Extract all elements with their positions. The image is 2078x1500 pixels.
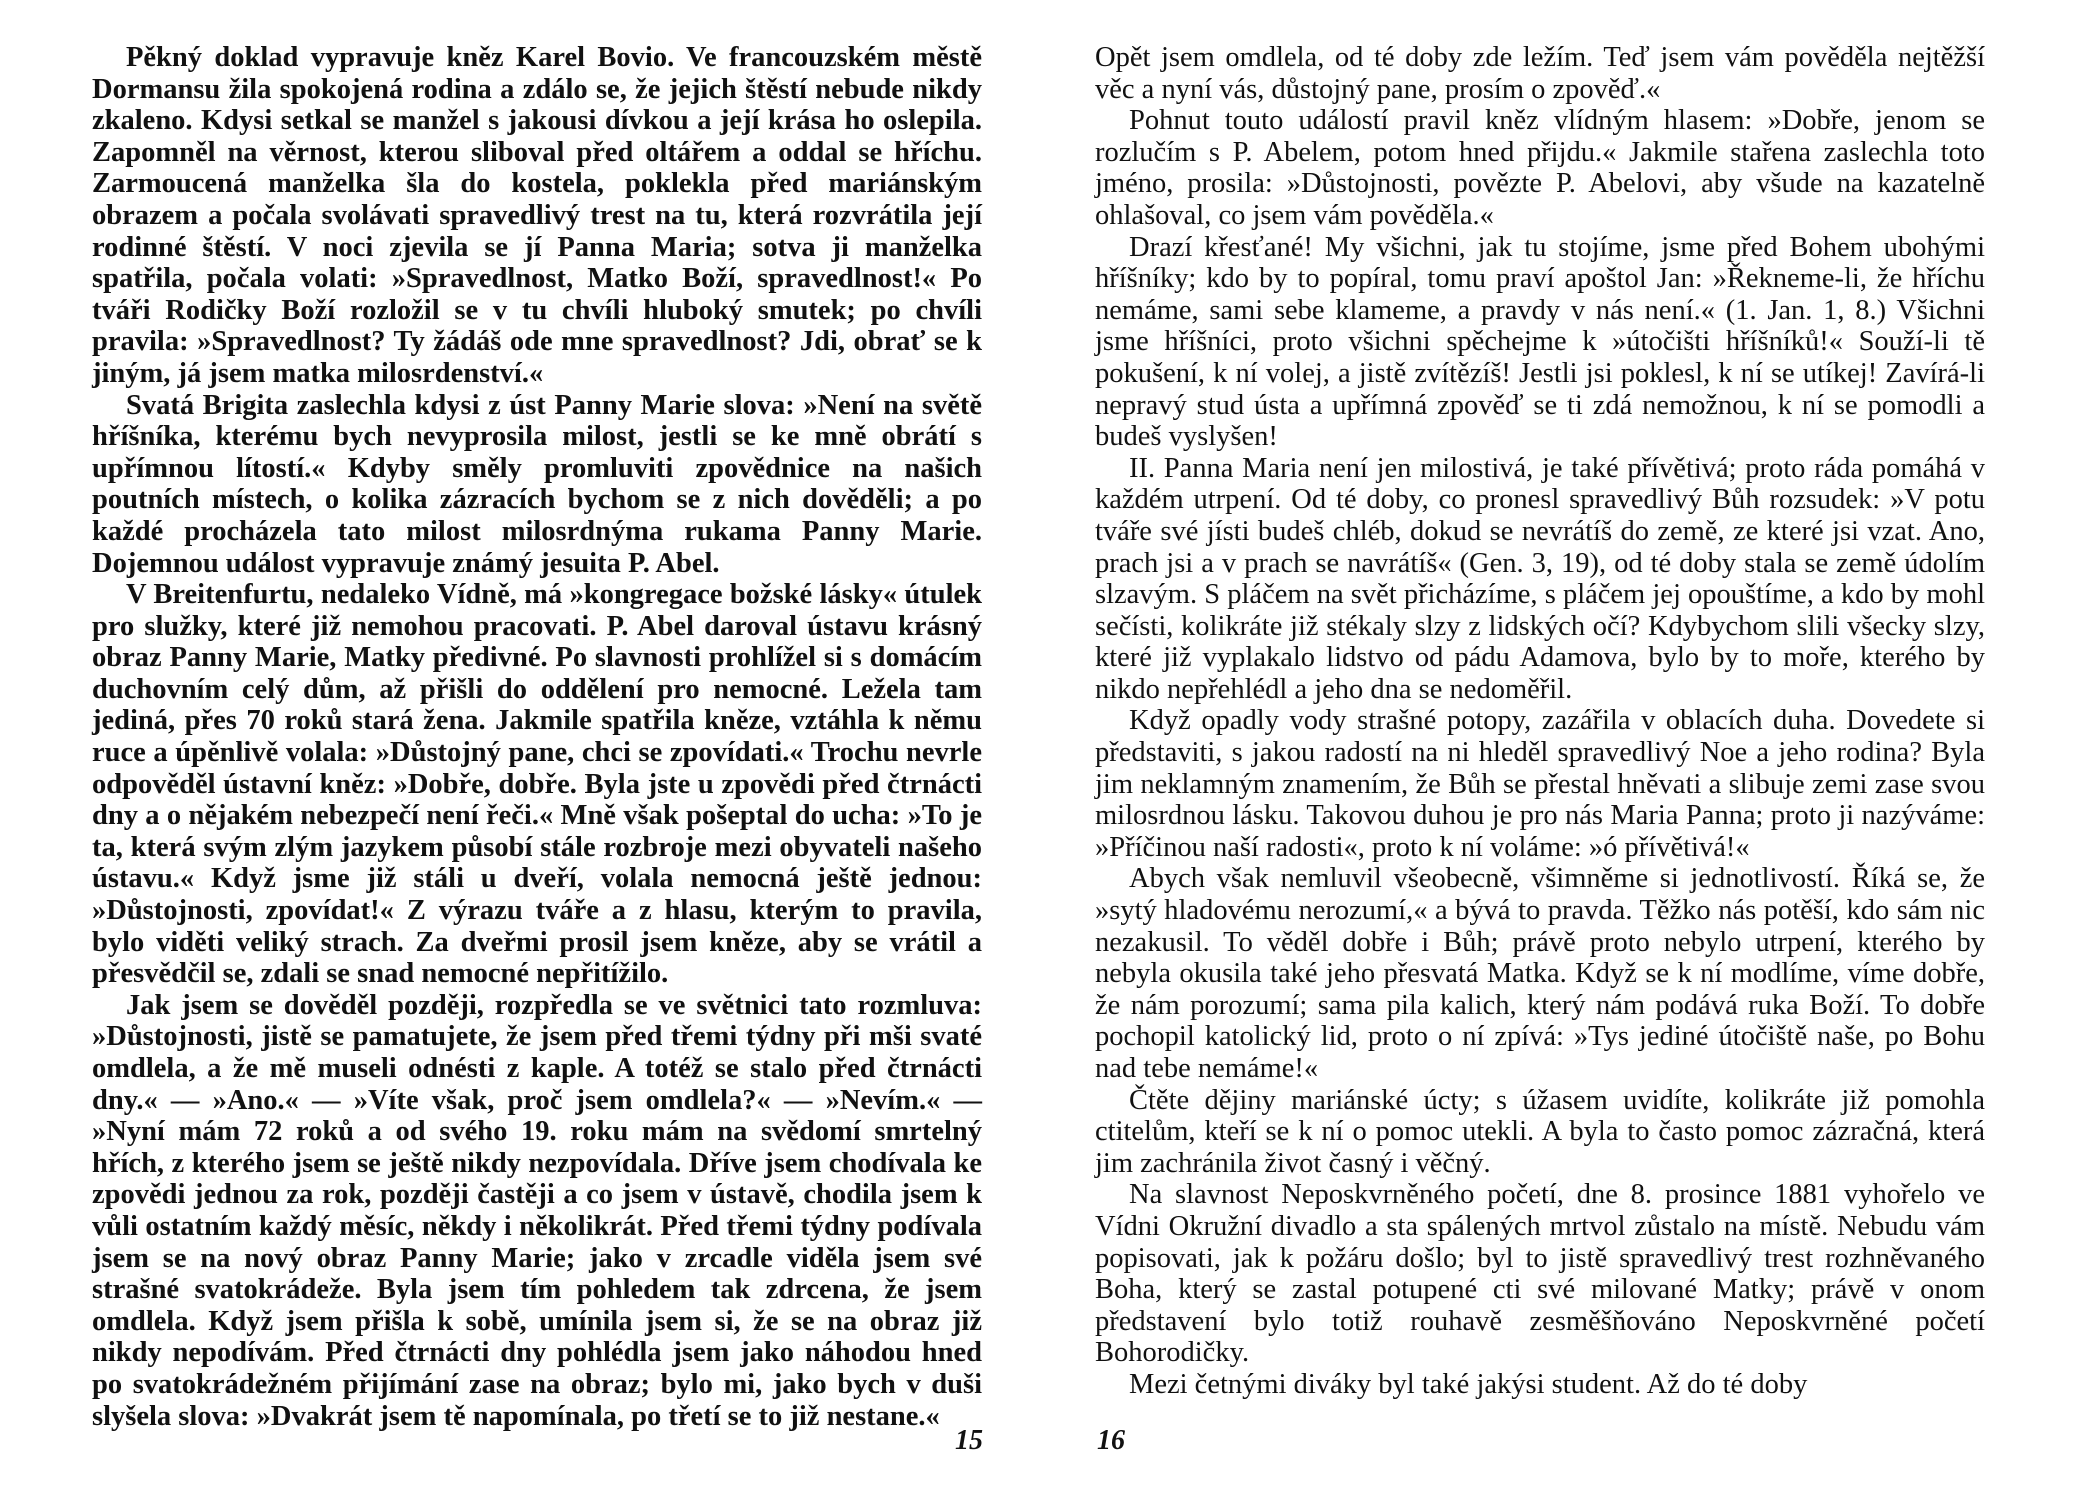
left-paragraph-2: Svatá Brigita zaslechla kdysi z úst Panny Marie slova: »Není na světě hříšníka, kterému bych nevyprosila milost, jestli se ke mně obrátí s upřímnou lítostí.« Kdyby směly promluviti zpovědnice na našich poutních místech, o kolika zázracích bychom se z nich dověděli; a po každé procházela tato milost milosrdnýma rukama Panny Marie. Dojemnou událost vypravuje známý jesuita P. Abel. (92, 389, 982, 579)
right-page-number: 16 (1097, 1425, 1125, 1456)
right-page (1095, 42, 1985, 1401)
right-paragraph-9: Mezi četnými diváky byl také jakýsi student. Až do té doby (1129, 1368, 1808, 1400)
right-paragraph-4: II. Panna Maria není jen milostivá, je také přívětivá; proto ráda pomáhá v každém utrpení. Od té doby, co pronesl spravedlivý Bůh rozsudek: »V potu tváře své jísti budeš chléb, dokud se nevrátíš do země, ze které jsi vzat. Ano, prach jsi a v prach se navrátíš« (Gen. 3, 19), od té doby stala se země údolím slzavým. S pláčem na svět přicházíme, s pláčem jej opouštíme, a kdo by mohl sečísti, kolikráte již stékaly slzy z lidských očí? Kdybychom slili všecky slzy, které již vyplakalo lidstvo od pádu Adamova, bylo by to moře, kterého by nikdo nepřehlédl a jeho dna se nedoměřil. (1095, 452, 1985, 705)
right-paragraph-5: Když opadly vody strašné potopy, zazářila v oblacích duha. Dovedete si představiti, s jakou radostí na ni hleděl spravedlivý Noe a jeho rodina? Byla jim neklamným znamením, že Bůh se přestal hněvati a slibuje zemi zase svou milosrdnou lásku. Takovou duhou je pro nás Maria Panna; proto ji nazýváme: »Příčinou naší radosti«, proto k ní voláme: »ó přívětivá!« (1095, 705, 1985, 863)
right-paragraph-2: Pohnut touto událostí pravil kněz vlídným hlasem: »Dobře, jenom se rozlučím s P. Abelem, potom hned přijdu.« Jakmile stařena zaslechla toto jméno, prosila: »Důstojnosti, povězte P. Abelovi, aby všude na kazatelně ohlašoval, co jsem vám pověděla.« (1095, 105, 1985, 231)
right-paragraph-7: Čtěte dějiny mariánské úcty; s úžasem uvidíte, kolikráte již pomohla ctitelům, kteří se k ní o pomoc utekli. A byla to často pomoc zázračná, která jim zachránila život časný i věčný. (1095, 1084, 1985, 1179)
left-page-number: 15 (955, 1425, 983, 1456)
left-paragraph-4: Jak jsem se dověděl později, rozpředla se ve světnici tato rozmluva: »Důstojnosti, jistě se pamatujete, že jsem před třemi týdny při mši svaté omdlela, a že mě museli odnésti z kaple. A totéž se stalo před čtrnácti dny.« — »Ano.« — »Víte však, proč jsem omdlela?« — »Nevím.« — »Nyní mám 72 roků a od svého 19. roku mám na svědomí smrtelný hřích, z kterého jsem se ještě nikdy nezpovídala. Dříve jsem chodívala ke zpovědi jednou za rok, později častěji a co jsem v ústavě, chodila jsem k vůli ostatním každý měsíc, někdy i několikrát. Před třemi týdny podívala jsem se na nový obraz Panny Marie; jako v zrcadle viděla jsem své strašné svatokrádeže. Byla jsem tím pohledem tak zdrcena, že jsem omdlela. Když jsem přišla k sobě, umínila jsem si, že se na obraz již nikdy nepodívám. Před čtrnácti dny pohlédla jsem jako náhodou hned po svatokrádežném přijímání zase na obraz; bylo mi, jako bych v duši slyšela slova: »Dvakrát jsem tě napomínala, po třetí se to již nestane.« (92, 989, 982, 1432)
right-paragraph-1: Opět jsem omdlela, od té doby zde ležím. Teď jsem vám pověděla nejtěžší věc a nyní vás, důstojný pane, prosím o zpověď.« (1095, 42, 1985, 105)
right-paragraph-3: Drazí křesťané! My všichni, jak tu stojíme, jsme před Bohem ubohými hříšníky; kdo by to popíral, tomu praví apoštol Jan: »Řekneme-li, že hříchu nemáme, sami sebe klameme, a pravdy v nás není.« (1. Jan. 1, 8.) Všichni jsme hříšníci, proto všichni spěchejme k »útočišti hříšníků!« Souží-li tě pokušení, k ní volej, a jistě zvítězíš! Jestli jsi poklesl, k ní se utíkej! Zavírá-li nepravý stud ústa a upřímná zpověď se ti zdá nemožnou, k ní se pomodli a budeš vyslyšen! (1095, 231, 1985, 453)
left-paragraph-1: Pěkný doklad vypravuje kněz Karel Bovio. Ve francouzském městě Dormansu žila spokojená rodina a zdálo se, že jejich štěstí nebude nikdy zkaleno. Kdysi setkal se manžel s jakousi dívkou a její krása ho oslepila. Zapomněl na věrnost, kterou sliboval před oltářem a oddal se hříchu. Zarmoucená manželka šla do kostela, poklekla před mariánským obrazem a počala svolávati spravedlivý trest na tu, která rozvrátila její rodinné štěstí. V noci zjevila se jí Panna Maria; sotva ji manželka spatřila, počala volati: »Spravedlnost, Matko Boží, spravedlnost!« Po tváři Rodičky Boží rozložil se v tu chvíli hluboký smutek; po chvíli pravila: »Spravedlnost? Ty žádáš ode mne spravedlnost? Jdi, obrať se k jiným, já jsem matka milosrdenství.« (92, 42, 982, 389)
right-paragraph-6: Abych však nemluvil všeobecně, všimněme si jednotlivostí. Říká se, že »sytý hladovému nerozumí,« a bývá to pravda. Těžko nás potěší, kdo sám nic nezakusil. To věděl dobře i Bůh; právě proto nebylo utrpení, kterého by nebyla okusila také jeho přesvatá Matka. Když se k ní modlíme, víme dobře, že nám porozumí; sama pila kalich, který nám podává ruka Boží. To dobře pochopil katolický lid, proto o ní zpívá: »Tys jediné útočiště naše, po Bohu nad tebe nemáme!« (1095, 863, 1985, 1084)
left-page (92, 42, 982, 1432)
right-paragraph-8: Na slavnost Neposkvrněného početí, dne 8. prosince 1881 vyhořelo ve Vídni Okružní divadlo a sta spálených mrtvol zůstalo na místě. Nebudu vám popisovati, jak k požáru došlo; byl to jistě spravedlivý trest rozhněvaného Boha, který se zastal potupené cti své milované Matky; právě v onom představení bylo totiž rouhavě zesměšňováno Neposkvrněné početí Bohorodičky. (1095, 1179, 1985, 1369)
left-paragraph-3: V Breitenfurtu, nedaleko Vídně, má »kongregace božské lásky« útulek pro služky, které již nemohou pracovati. P. Abel daroval ústavu krásný obraz Panny Marie, Matky předivné. Po slavnosti prohlížel si s domácím duchovním celý dům, až přišli do oddělení pro nemocné. Ležela tam jediná, přes 70 roků stará žena. Jakmile spatřila kněze, vztáhla k němu ruce a úpěnlivě volala: »Důstojný pane, chci se zpovídati.« Trochu nevrle odpověděl ústavní kněz: »Dobře, dobře. Byla jste u zpovědi před čtrnácti dny a o nějakém nebezpečí není řeči.« Mně však pošeptal do ucha: »To je ta, která svým zlým jazykem působí stále rozbroje mezi obyvateli našeho ústavu.« Když jsme již stáli u dveří, volala nemocná ještě jednou: »Důstojnosti, zpovídat!« Z výrazu tváře a z hlasu, kterým to pravila, bylo viděti veliký strach. Za dveřmi prosil jsem kněze, aby se vrátil a přesvědčil se, zdali se snad nemocné nepřitížilo. (92, 579, 982, 990)
